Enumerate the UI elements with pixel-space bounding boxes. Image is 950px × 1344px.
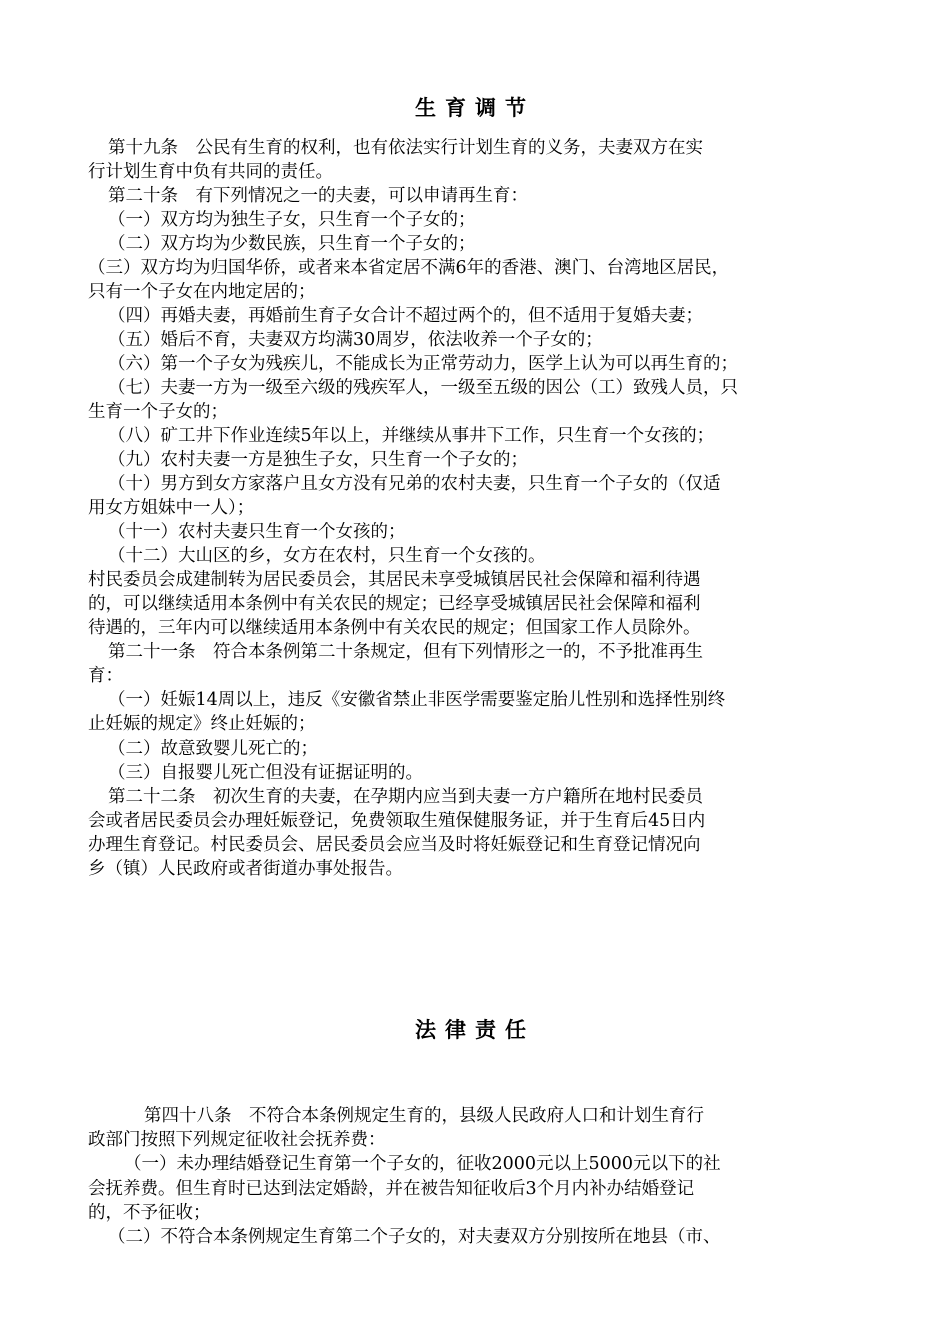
- text-line: 第二十二条 初次生育的夫妻，在孕期内应当到夫妻一方户籍所在地村民委员: [108, 786, 703, 807]
- text-line: （一）双方均为独生子女，只生育一个子女的；: [108, 210, 476, 231]
- text-line: 第十九条 公民有生育的权利，也有依法实行计划生育的义务，夫妻双方在实: [108, 138, 703, 158]
- text-line: （九）农村夫妻一方是独生子女，只生育一个子女的；: [108, 450, 528, 471]
- text-line: （四）再婚夫妻，再婚前生育子女合计不超过两个的，但不适用于复婚夫妻；: [108, 306, 703, 327]
- text-line: （三）自报婴儿死亡但没有证据证明的。: [108, 762, 423, 783]
- text-line: 第二十条 有下列情况之一的夫妻，可以申请再生育：: [108, 186, 528, 207]
- section-heading: 法律责任: [415, 1018, 535, 1042]
- text-line: 的，可以继续适用本条例中有关农民的规定；已经享受城镇居民社会保障和福利: [88, 594, 701, 615]
- text-line: （七）夫妻一方为一级至六级的残疾军人，一级至五级的因公（工）致残人员，只: [108, 378, 738, 399]
- text-line: 生育一个子女的；: [88, 402, 228, 423]
- text-line: 行计划生育中负有共同的责任。: [88, 162, 333, 183]
- text-line: 乡（镇）人民政府或者街道办事处报告。: [88, 858, 403, 879]
- text-line: （十一）农村夫妻只生育一个女孩的；: [108, 522, 406, 543]
- text-line: 政部门按照下列规定征收社会抚养费：: [88, 1130, 386, 1151]
- text-line: （二）故意致婴儿死亡的；: [108, 738, 318, 759]
- text-line: 第二十一条 符合本条例第二十条规定，但有下列情形之一的，不予批准再生: [108, 642, 703, 663]
- text-line: 待遇的，三年内可以继续适用本条例中有关农民的规定；但国家工作人员除外。: [88, 618, 701, 639]
- text-line: 育：: [88, 666, 123, 687]
- text-line: （十）男方到女方家落户且女方没有兄弟的农村夫妻，只生育一个子女的（仅适: [108, 474, 721, 495]
- text-line: 办理生育登记。村民委员会、居民委员会应当及时将妊娠登记和生育登记情况向: [88, 834, 701, 855]
- text-line: 的，不予征收；: [88, 1202, 211, 1223]
- text-line: （二）不符合本条例规定生育第二个子女的，对夫妻双方分别按所在地县（市、: [108, 1227, 721, 1247]
- text-line: （八）矿工井下作业连续5年以上，并继续从事井下工作，只生育一个女孩的；: [108, 426, 715, 447]
- text-line: （十二）大山区的乡，女方在农村，只生育一个女孩的。: [108, 546, 546, 567]
- text-line: （一）妊娠14周以上，违反《安徽省禁止非医学需要鉴定胎儿性别和选择性别终: [108, 690, 726, 711]
- text-line: 只有一个子女在内地定居的；: [88, 282, 316, 303]
- text-line: 会或者居民委员会办理妊娠登记，免费领取生殖保健服务证，并于生育后45日内: [88, 810, 706, 831]
- text-line: 用女方姐妹中一人）；: [88, 498, 255, 519]
- text-line: （二）双方均为少数民族，只生育一个子女的；: [108, 234, 476, 255]
- text-line: 止妊娠的规定》终止妊娠的；: [88, 714, 316, 735]
- text-line: （一）未办理结婚登记生育第一个子女的，征收2000元以上5000元以下的社: [124, 1154, 721, 1175]
- text-line: 会抚养费。但生育时已达到法定婚龄，并在被告知征收后3个月内补办结婚登记: [88, 1178, 695, 1199]
- text-line: （六）第一个子女为残疾儿，不能成长为正常劳动力，医学上认为可以再生育的；: [108, 354, 738, 375]
- section-heading: 生育调节: [415, 96, 535, 120]
- text-line: （三）双方均为归国华侨，或者来本省定居不满6年的香港、澳门、台湾地区居民，: [88, 258, 730, 279]
- text-line: 第四十八条 不符合本条例规定生育的，县级人民政府人口和计划生育行: [144, 1106, 704, 1126]
- text-line: （五）婚后不育，夫妻双方均满30周岁，依法收养一个子女的；: [108, 330, 603, 351]
- text-line: 村民委员会成建制转为居民委员会，其居民未享受城镇居民社会保障和福利待遇: [88, 570, 701, 591]
